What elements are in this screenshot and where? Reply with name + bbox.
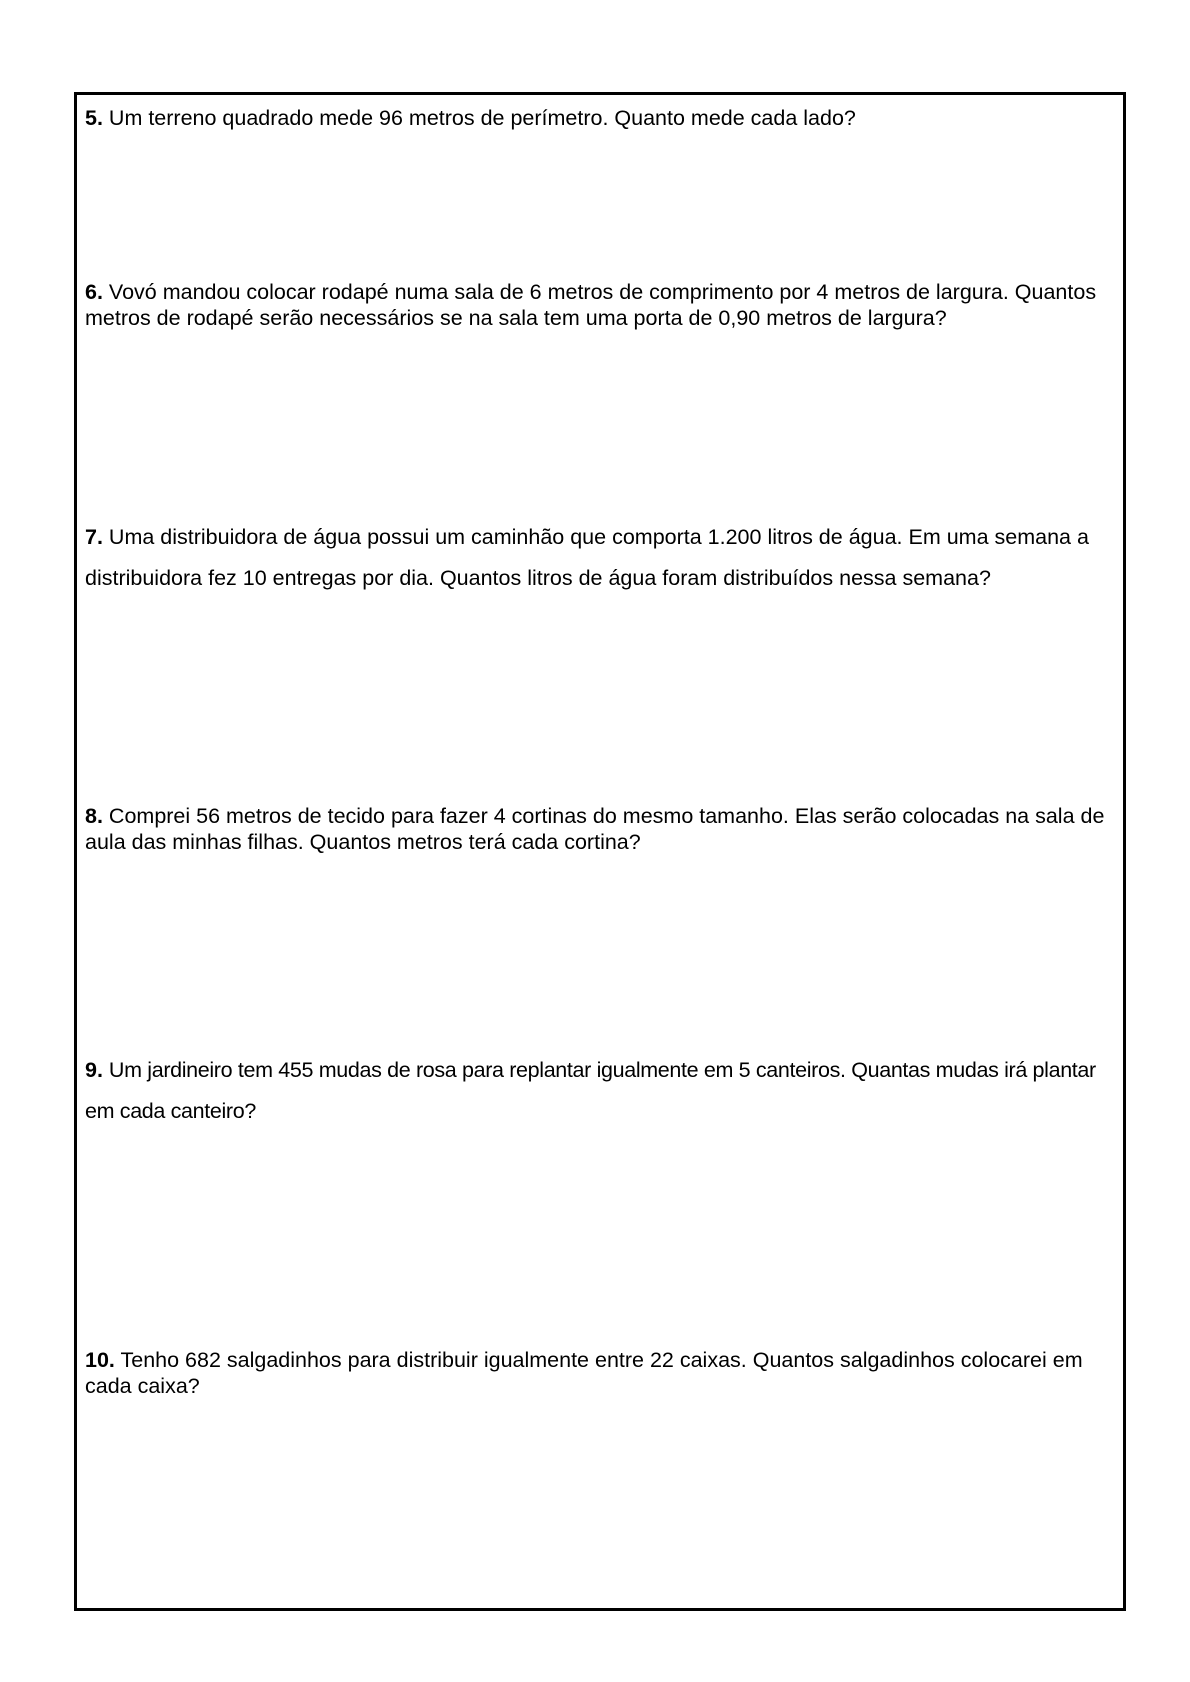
question-number: 6. xyxy=(85,280,103,304)
question-6 xyxy=(85,279,1125,331)
question-10 xyxy=(85,1347,1125,1399)
question-number: 8. xyxy=(85,804,103,828)
question-text: Um jardineiro tem 455 mudas de rosa para replantar igualmente em 5 canteiros. Quantas mudas irá plantar em cada canteiro? xyxy=(85,1058,1096,1123)
question-number: 5. xyxy=(85,106,103,130)
question-8 xyxy=(85,803,1125,855)
question-text: Um terreno quadrado mede 96 metros de perímetro. Quanto mede cada lado? xyxy=(108,106,856,130)
question-text: Uma distribuidora de água possui um caminhão que comporta 1.200 litros de água. Em uma semana a distribuidora fez 10 entregas por dia. Quantos litros de água foram distribuídos nessa semana? xyxy=(85,525,1089,590)
question-number: 10. xyxy=(85,1348,115,1372)
question-text: Vovó mandou colocar rodapé numa sala de 6 metros de comprimento por 4 metros de largura. Quantos metros de rodapé serão necessários se na sala tem uma porta de 0,90 metros de largura? xyxy=(85,280,1097,330)
question-number: 7. xyxy=(85,525,103,549)
question-7 xyxy=(85,517,1125,599)
question-5 xyxy=(85,105,1125,131)
question-number: 9. xyxy=(85,1058,103,1082)
question-text: Tenho 682 salgadinhos para distribuir igualmente entre 22 caixas. Quantos salgadinhos colocarei em cada caixa? xyxy=(85,1348,1083,1398)
question-text: Comprei 56 metros de tecido para fazer 4 cortinas do mesmo tamanho. Elas serão colocadas na sala de aula das minhas filhas. Quantos metros terá cada cortina? xyxy=(85,804,1105,854)
question-9 xyxy=(85,1050,1125,1132)
